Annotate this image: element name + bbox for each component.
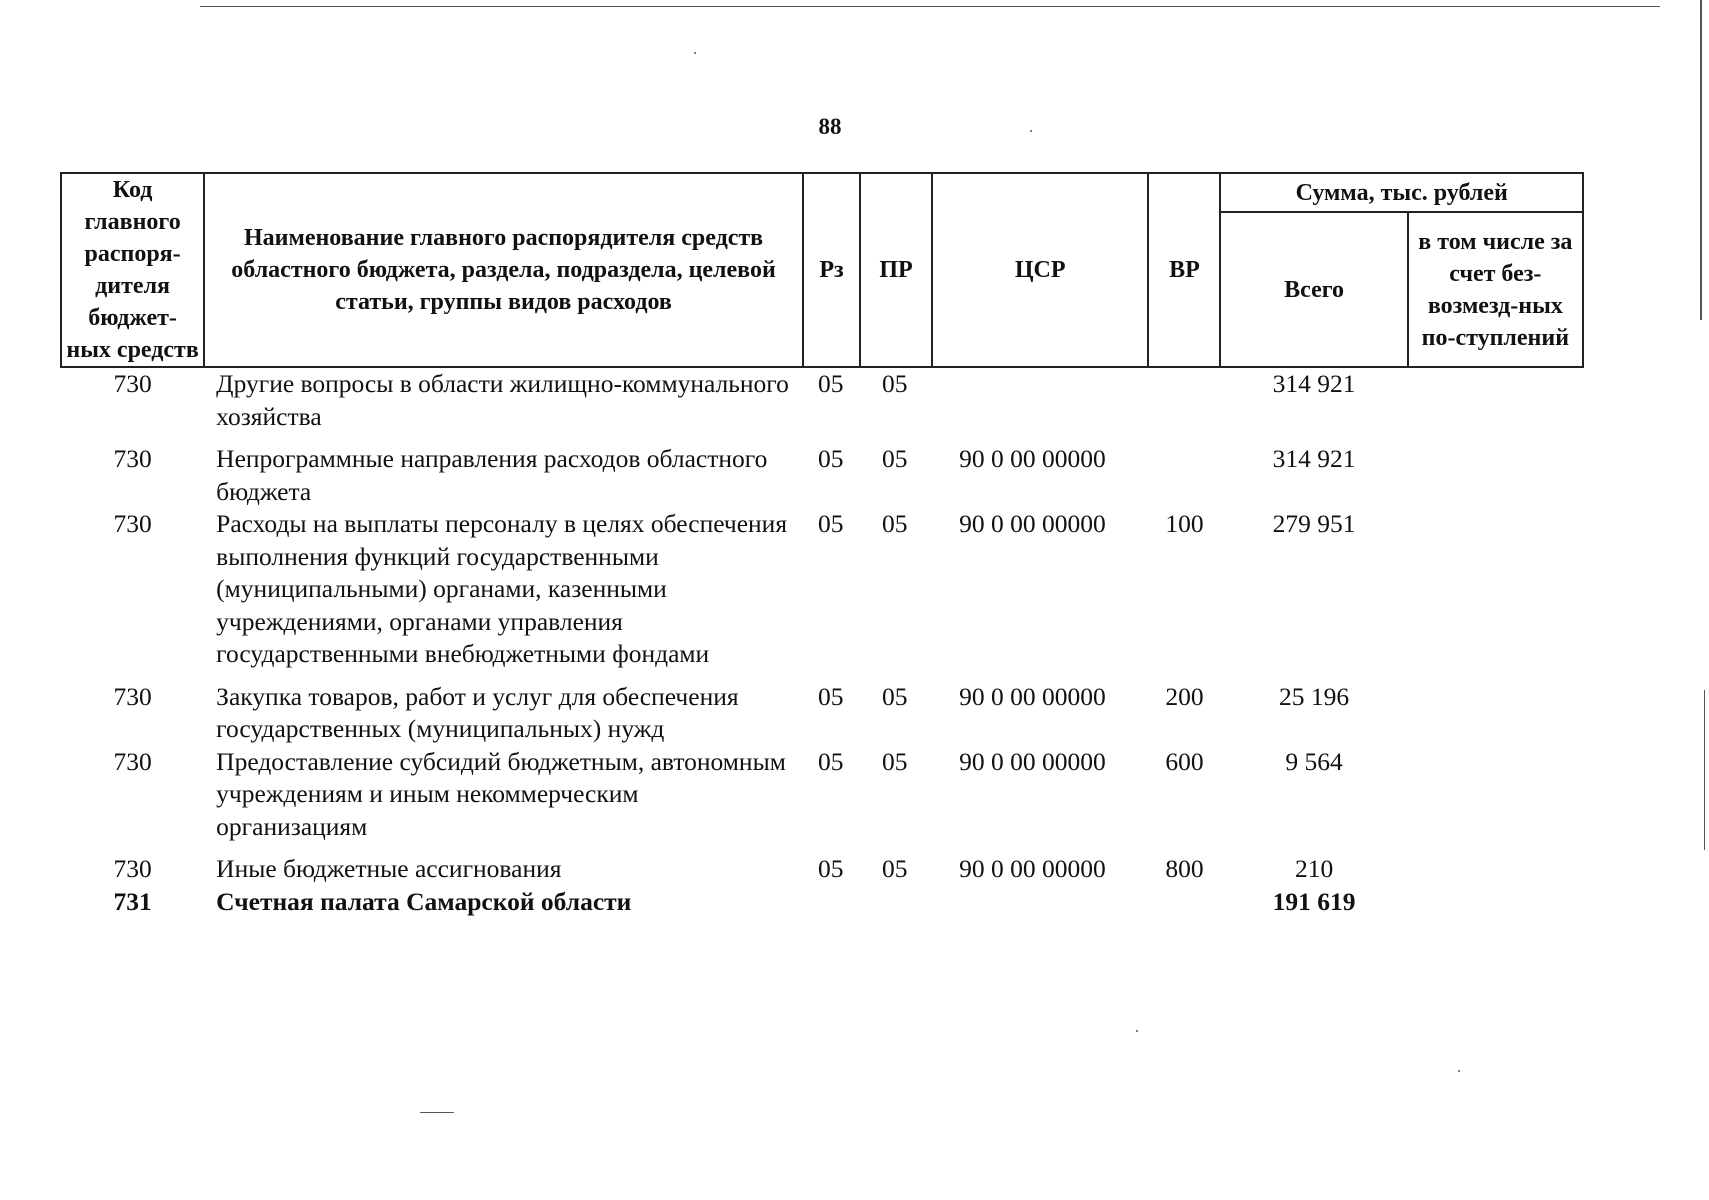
cell-incl bbox=[1408, 681, 1583, 746]
cell-csr: 90 0 00 00000 bbox=[959, 509, 1106, 538]
cell-total: 279 951 bbox=[1272, 509, 1356, 538]
cell-incl bbox=[1408, 746, 1583, 854]
cell-code: 730 bbox=[113, 746, 152, 776]
cell-pr: 05 bbox=[882, 444, 908, 473]
cell-vr bbox=[1148, 367, 1220, 443]
cell-name: Счетная палата Самарской области bbox=[216, 886, 632, 916]
table-body bbox=[61, 367, 1583, 918]
cell-rz: 05 bbox=[817, 369, 844, 398]
cell-vr: 800 bbox=[1165, 854, 1204, 883]
cell-code: 730 bbox=[113, 854, 152, 883]
cell-name: Иные бюджетные ассигнования bbox=[216, 854, 562, 883]
cell-total: 191 619 bbox=[1272, 886, 1356, 916]
cell-pr: 05 bbox=[882, 854, 908, 883]
cell-rz bbox=[803, 886, 860, 919]
cell-name: Непрограммные направления расходов областного бюджета bbox=[216, 444, 768, 506]
cell-total: 9 564 bbox=[1285, 746, 1343, 776]
cell-csr: 90 0 00 00000 bbox=[959, 854, 1106, 883]
cell-total: 314 921 bbox=[1272, 369, 1356, 398]
cell-pr: 05 bbox=[882, 509, 908, 538]
cell-incl bbox=[1408, 886, 1583, 919]
cell-name: Расходы на выплаты персоналу в целях обеспечения выполнения функций государственными (муниципальными) органами, казенными учреждениями, органами управления государственными внебюджетными фондами bbox=[216, 509, 788, 668]
cell-total: 210 bbox=[1294, 854, 1334, 883]
cell-total: 25 196 bbox=[1279, 681, 1350, 711]
cell-code: 730 bbox=[113, 681, 152, 711]
cell-csr bbox=[932, 886, 1148, 919]
scan-speck bbox=[1458, 1070, 1460, 1072]
cell-incl bbox=[1408, 367, 1583, 443]
scan-speck bbox=[1136, 1030, 1138, 1032]
cell-name: Закупка товаров, работ и услуг для обеспечения государственных (муниципальных) нужд bbox=[216, 681, 739, 743]
cell-incl bbox=[1408, 853, 1583, 886]
cell-pr: 05 bbox=[882, 369, 908, 398]
cell-pr: 05 bbox=[882, 746, 908, 776]
header-name: Наименование главного распорядителя средств областного бюджета, раздела, подраздела, целевой статьи, группы видов расходов bbox=[204, 173, 803, 367]
scan-edge-right bbox=[1700, 0, 1702, 320]
cell-csr: 90 0 00 00000 bbox=[959, 681, 1106, 711]
table-header bbox=[61, 173, 1583, 367]
cell-code: 730 bbox=[113, 509, 152, 538]
cell-vr bbox=[1148, 443, 1220, 508]
table-row bbox=[61, 886, 1583, 919]
table-row bbox=[61, 853, 1583, 886]
header-rz: Рз bbox=[803, 173, 860, 367]
header-csr: ЦСР bbox=[932, 173, 1148, 367]
cell-total: 314 921 bbox=[1272, 444, 1356, 473]
cell-name: Предоставление субсидий бюджетным, автономным учреждениям и иным некоммерческим организациям bbox=[216, 746, 786, 841]
header-code: Код главного распоря-дителя бюджет-ных средств bbox=[61, 173, 204, 367]
cell-rz: 05 bbox=[817, 854, 844, 883]
scan-speck bbox=[694, 52, 696, 54]
header-incl: в том числе за счет без-возмезд-ных по-ступлений bbox=[1408, 212, 1583, 367]
header-vr: ВР bbox=[1148, 173, 1220, 367]
cell-code: 731 bbox=[113, 886, 152, 916]
cell-rz: 05 bbox=[817, 746, 844, 776]
cell-code: 730 bbox=[113, 444, 152, 473]
cell-vr bbox=[1148, 886, 1220, 919]
cell-vr: 100 bbox=[1165, 509, 1204, 538]
header-pr: ПР bbox=[860, 173, 932, 367]
header-total: Всего bbox=[1220, 212, 1407, 367]
scan-edge-right-lower bbox=[1704, 690, 1705, 850]
cell-csr: 90 0 00 00000 bbox=[959, 746, 1106, 776]
cell-vr: 600 bbox=[1165, 746, 1204, 776]
scan-speck bbox=[420, 1112, 454, 1113]
scan-edge-top bbox=[200, 6, 1660, 7]
header-sum: Сумма, тыс. рублей bbox=[1220, 173, 1583, 212]
table-row bbox=[61, 681, 1583, 746]
table-row bbox=[61, 508, 1583, 681]
cell-csr: 90 0 00 00000 bbox=[959, 444, 1106, 473]
cell-rz: 05 bbox=[817, 444, 844, 473]
cell-incl bbox=[1408, 508, 1583, 681]
page-number: 88 bbox=[818, 114, 842, 139]
cell-rz: 05 bbox=[817, 681, 844, 711]
table-row bbox=[61, 746, 1583, 854]
cell-pr: 05 bbox=[882, 681, 908, 711]
cell-csr bbox=[932, 367, 1148, 443]
cell-pr bbox=[860, 886, 932, 919]
cell-code: 730 bbox=[113, 369, 152, 398]
cell-rz: 05 bbox=[817, 509, 844, 538]
budget-table bbox=[60, 172, 1584, 918]
table-row bbox=[61, 367, 1583, 443]
table-row bbox=[61, 443, 1583, 508]
cell-vr: 200 bbox=[1165, 681, 1204, 711]
cell-incl bbox=[1408, 443, 1583, 508]
cell-name: Другие вопросы в области жилищно-коммунального хозяйства bbox=[216, 369, 789, 431]
